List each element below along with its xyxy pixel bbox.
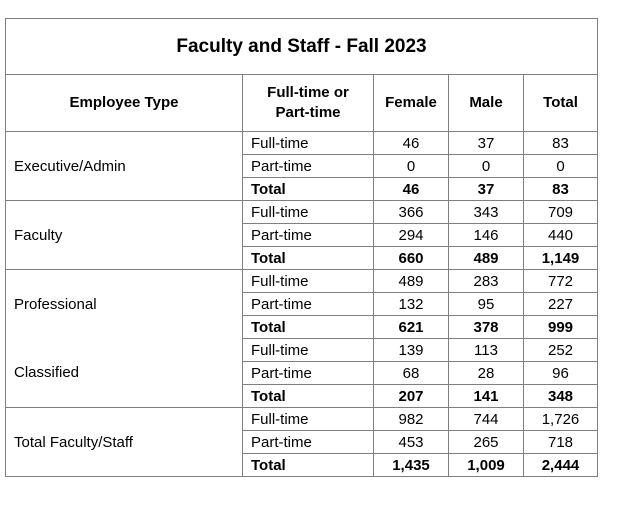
table-body — [6, 132, 598, 477]
male-cell: 113 — [449, 339, 524, 362]
table-row — [6, 408, 598, 431]
female-cell: 0 — [374, 155, 449, 178]
status-cell: Full-time — [243, 339, 374, 362]
employee-type-cell: Professional — [6, 270, 243, 339]
status-cell: Total — [243, 316, 374, 339]
status-cell: Total — [243, 454, 374, 477]
header-total: Total — [524, 75, 598, 132]
status-cell: Part-time — [243, 431, 374, 454]
status-cell: Total — [243, 247, 374, 270]
total-cell: 2,444 — [524, 454, 598, 477]
table-title: Faculty and Staff - Fall 2023 — [6, 19, 598, 75]
header-female: Female — [374, 75, 449, 132]
female-cell: 982 — [374, 408, 449, 431]
status-cell: Part-time — [243, 224, 374, 247]
status-cell: Full-time — [243, 408, 374, 431]
total-cell: 772 — [524, 270, 598, 293]
total-cell: 83 — [524, 178, 598, 201]
total-cell: 227 — [524, 293, 598, 316]
total-cell: 1,726 — [524, 408, 598, 431]
male-cell: 141 — [449, 385, 524, 408]
female-cell: 453 — [374, 431, 449, 454]
male-cell: 37 — [449, 178, 524, 201]
male-cell: 37 — [449, 132, 524, 155]
status-cell: Part-time — [243, 155, 374, 178]
female-cell: 1,435 — [374, 454, 449, 477]
total-cell: 83 — [524, 132, 598, 155]
table-row — [6, 201, 598, 224]
faculty-staff-table-frame — [5, 18, 597, 492]
male-cell: 28 — [449, 362, 524, 385]
male-cell: 343 — [449, 201, 524, 224]
employee-type-cell: Faculty — [6, 201, 243, 270]
status-cell: Full-time — [243, 201, 374, 224]
total-cell: 999 — [524, 316, 598, 339]
header-employee-type: Employee Type — [6, 75, 243, 132]
total-cell: 709 — [524, 201, 598, 224]
total-cell: 1,149 — [524, 247, 598, 270]
female-cell: 489 — [374, 270, 449, 293]
male-cell: 265 — [449, 431, 524, 454]
male-cell: 744 — [449, 408, 524, 431]
status-cell: Total — [243, 385, 374, 408]
male-cell: 378 — [449, 316, 524, 339]
total-cell: 440 — [524, 224, 598, 247]
female-cell: 139 — [374, 339, 449, 362]
total-cell: 0 — [524, 155, 598, 178]
employee-type-cell: Executive/Admin — [6, 132, 243, 201]
female-cell: 621 — [374, 316, 449, 339]
male-cell: 489 — [449, 247, 524, 270]
status-cell: Full-time — [243, 132, 374, 155]
female-cell: 660 — [374, 247, 449, 270]
status-cell: Part-time — [243, 293, 374, 316]
female-cell: 68 — [374, 362, 449, 385]
table-row — [6, 270, 598, 293]
total-cell: 348 — [524, 385, 598, 408]
table-row — [6, 339, 598, 362]
male-cell: 146 — [449, 224, 524, 247]
employee-type-cell: Total Faculty/Staff — [6, 408, 243, 477]
male-cell: 1,009 — [449, 454, 524, 477]
header-male: Male — [449, 75, 524, 132]
total-cell: 96 — [524, 362, 598, 385]
table-row — [6, 132, 598, 155]
status-cell: Full-time — [243, 270, 374, 293]
female-cell: 207 — [374, 385, 449, 408]
male-cell: 95 — [449, 293, 524, 316]
header-full-or-part-time: Full-time or Part-time — [243, 75, 374, 132]
female-cell: 46 — [374, 132, 449, 155]
faculty-staff-table — [5, 18, 598, 477]
total-cell: 252 — [524, 339, 598, 362]
status-cell: Part-time — [243, 362, 374, 385]
male-cell: 0 — [449, 155, 524, 178]
employee-type-cell: Classified — [6, 339, 243, 408]
total-cell: 718 — [524, 431, 598, 454]
female-cell: 366 — [374, 201, 449, 224]
female-cell: 132 — [374, 293, 449, 316]
female-cell: 294 — [374, 224, 449, 247]
female-cell: 46 — [374, 178, 449, 201]
status-cell: Total — [243, 178, 374, 201]
male-cell: 283 — [449, 270, 524, 293]
